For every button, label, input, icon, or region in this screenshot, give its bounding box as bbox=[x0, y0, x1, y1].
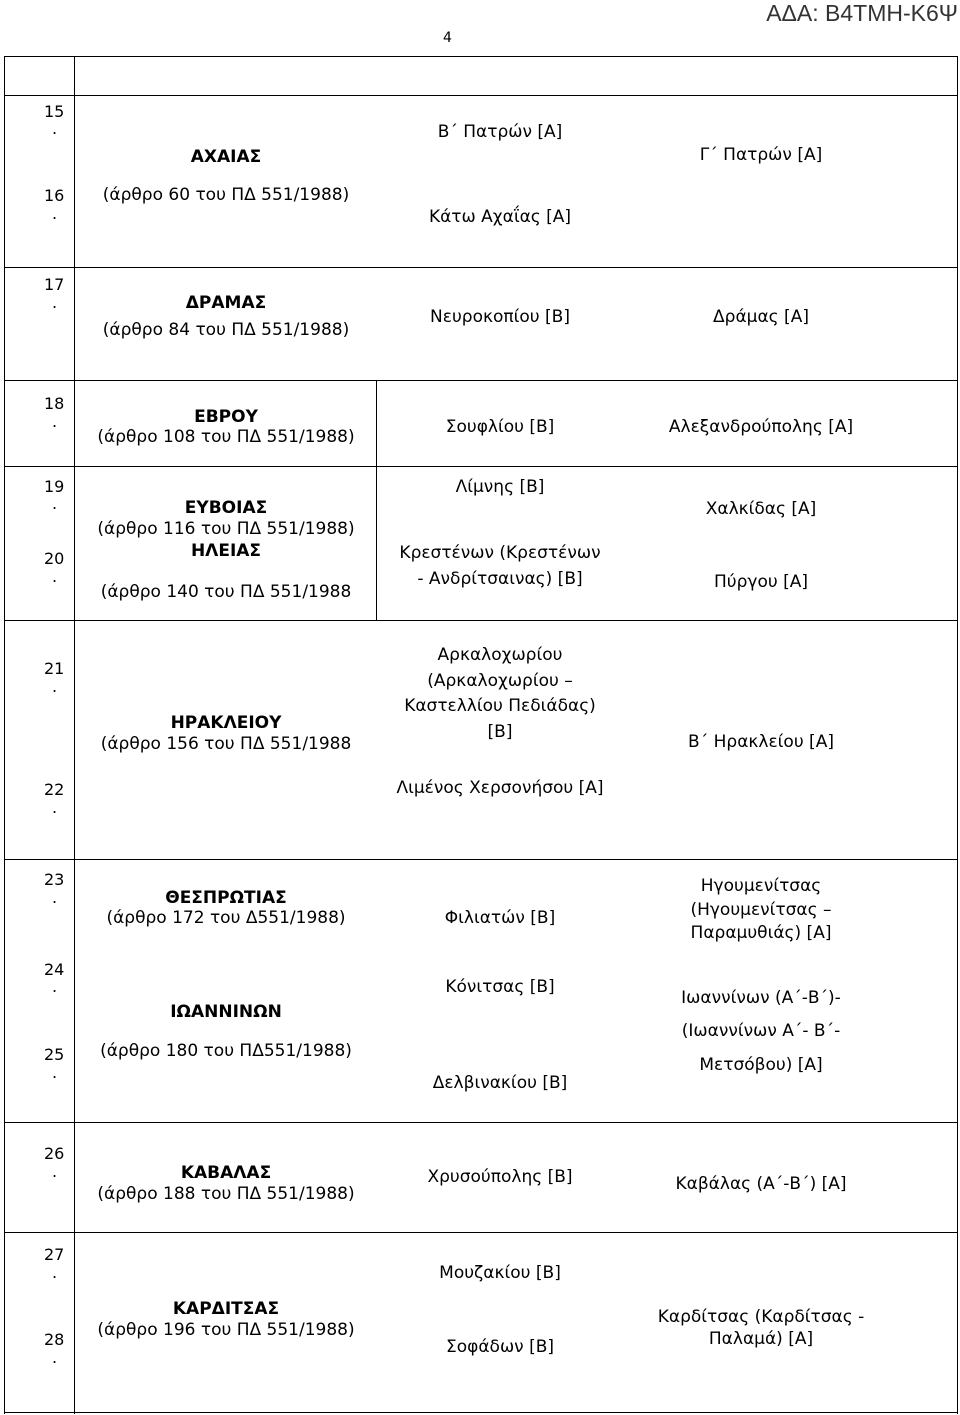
row-number-dot: . bbox=[52, 1162, 58, 1181]
court-cell: Λιμένος Χερσονήσου [Α] bbox=[396, 778, 604, 798]
target-court-cell: Παλαμά) [Α] bbox=[708, 1329, 814, 1349]
row-number-dot: . bbox=[52, 494, 58, 513]
prefecture-law: (άρθρο 60 του ΠΔ 551/1988) bbox=[102, 185, 350, 205]
column-divider bbox=[74, 56, 75, 1414]
prefecture-law: (άρθρο 116 του ΠΔ 551/1988) bbox=[97, 519, 355, 539]
target-court-cell: Αλεξανδρούπολης [Α] bbox=[668, 417, 854, 437]
row-number-dot: . bbox=[52, 677, 58, 696]
row-divider bbox=[4, 466, 957, 467]
prefecture-name: ΙΩΑΝΝΙΝΩΝ bbox=[170, 1002, 282, 1022]
column-divider bbox=[376, 380, 377, 620]
prefecture-name: ΚΑΒΑΛΑΣ bbox=[180, 1163, 272, 1183]
row-number: 16 bbox=[44, 186, 65, 205]
target-court-cell: Παραμυθιάς) [Α] bbox=[690, 923, 832, 943]
target-court-cell: Δράμας [Α] bbox=[713, 307, 809, 327]
row-number: 21 bbox=[44, 659, 65, 678]
row-number: 22 bbox=[44, 780, 65, 799]
row-number-dot: . bbox=[52, 293, 58, 312]
row-divider bbox=[4, 56, 957, 57]
target-court-cell: Καβάλας (Α΄-Β΄) [Α] bbox=[675, 1174, 847, 1194]
prefecture-name: ΑΧΑΙΑΣ bbox=[190, 147, 262, 167]
ada-code: ΑΔΑ: Β4ΤΜΗ-Κ6Ψ bbox=[766, 0, 958, 26]
court-cell: Β΄ Πατρών [Α] bbox=[437, 122, 563, 142]
row-number-dot: . bbox=[52, 1348, 58, 1367]
row-number-dot: . bbox=[52, 1263, 58, 1282]
row-divider bbox=[4, 1122, 957, 1123]
prefecture-name: ΕΥΒΟΙΑΣ bbox=[184, 498, 268, 518]
target-court-cell: (Ηγουμενίτσας – bbox=[690, 900, 832, 920]
prefecture-law: (άρθρο 188 του ΠΔ 551/1988) bbox=[97, 1184, 355, 1204]
court-cell: Κάτω Αχαΐας [Α] bbox=[428, 207, 572, 227]
row-number: 26 bbox=[44, 1144, 65, 1163]
row-number-dot: . bbox=[52, 977, 58, 996]
target-court-cell: Β΄ Ηρακλείου [Α] bbox=[688, 732, 834, 752]
prefecture-name: ΕΒΡΟΥ bbox=[194, 407, 258, 427]
target-court-cell: Μετσόβου) [Α] bbox=[699, 1055, 823, 1075]
target-court-cell: Χαλκίδας [Α] bbox=[705, 499, 817, 519]
table-border-left bbox=[4, 56, 5, 1414]
court-cell: (Αρκαλοχωρίου – bbox=[427, 671, 573, 691]
court-cell: Μουζακίου [Β] bbox=[439, 1263, 561, 1283]
prefecture-law: (άρθρο 84 του ΠΔ 551/1988) bbox=[102, 320, 350, 340]
prefecture-name: ΚΑΡΔΙΤΣΑΣ bbox=[172, 1299, 280, 1319]
target-court-cell: Πύργου [Α] bbox=[713, 572, 809, 592]
court-cell: Χρυσούπολης [Β] bbox=[427, 1167, 573, 1187]
row-divider bbox=[4, 1412, 957, 1413]
row-divider bbox=[4, 95, 957, 96]
court-cell: Καστελλίου Πεδιάδας) bbox=[404, 696, 596, 716]
prefecture-name: ΗΛΕΙΑΣ bbox=[190, 541, 262, 561]
court-cell: Κρεστένων (Κρεστένων bbox=[399, 543, 601, 563]
row-number: 25 bbox=[44, 1045, 65, 1064]
row-divider bbox=[4, 380, 957, 381]
row-number: 20 bbox=[44, 549, 65, 568]
court-cell: Δελβινακίου [Β] bbox=[432, 1073, 568, 1093]
court-cell: Φιλιατών [Β] bbox=[444, 908, 556, 928]
row-divider bbox=[4, 267, 957, 268]
row-number: 23 bbox=[44, 870, 65, 889]
row-number-dot: . bbox=[52, 1063, 58, 1082]
row-number: 27 bbox=[44, 1245, 65, 1264]
target-court-cell: Καρδίτσας (Καρδίτσας - bbox=[657, 1307, 865, 1327]
target-court-cell: Γ΄ Πατρών [Α] bbox=[699, 145, 823, 165]
row-number: 18 bbox=[44, 394, 65, 413]
court-cell: Λίμνης [Β] bbox=[455, 477, 545, 497]
row-number-dot: . bbox=[52, 204, 58, 223]
row-divider bbox=[4, 1232, 957, 1233]
row-number: 28 bbox=[44, 1330, 65, 1349]
prefecture-law: (άρθρο 196 του ΠΔ 551/1988) bbox=[97, 1320, 355, 1340]
row-divider bbox=[4, 620, 957, 621]
prefecture-name: ΔΡΑΜΑΣ bbox=[185, 293, 267, 313]
row-number: 17 bbox=[44, 275, 65, 294]
row-number-dot: . bbox=[52, 567, 58, 586]
court-cell: Νευροκοπίου [Β] bbox=[430, 307, 570, 327]
prefecture-law: (άρθρο 172 του Δ551/1988) bbox=[106, 908, 346, 928]
row-number-dot: . bbox=[52, 412, 58, 431]
target-court-cell: Ηγουμενίτσας bbox=[700, 876, 822, 896]
row-number-dot: . bbox=[52, 119, 58, 138]
row-number: 24 bbox=[44, 960, 65, 979]
row-divider bbox=[4, 859, 957, 860]
table-border-right bbox=[957, 56, 958, 1414]
court-cell: Κόνιτσας [Β] bbox=[445, 977, 555, 997]
target-court-cell: (Ιωαννίνων Α΄- Β΄- bbox=[681, 1021, 841, 1041]
court-cell: Σουφλίου [Β] bbox=[445, 417, 555, 437]
court-cell: Αρκαλοχωρίου bbox=[437, 645, 563, 665]
target-court-cell: Ιωαννίνων (Α΄-Β΄)- bbox=[681, 988, 841, 1008]
prefecture-law: (άρθρο 180 του ΠΔ551/1988) bbox=[100, 1041, 352, 1061]
prefecture-law: (άρθρο 156 του ΠΔ 551/1988 bbox=[100, 734, 352, 754]
court-cell: Σοφάδων [Β] bbox=[445, 1337, 555, 1357]
page-number: 4 bbox=[443, 30, 452, 46]
row-number: 19 bbox=[44, 477, 65, 496]
row-number-dot: . bbox=[52, 888, 58, 907]
prefecture-name: ΘΕΣΠΡΩΤΙΑΣ bbox=[165, 888, 287, 908]
prefecture-law: (άρθρο 108 του ΠΔ 551/1988) bbox=[97, 427, 355, 447]
prefecture-name: ΗΡΑΚΛΕΙΟΥ bbox=[170, 713, 282, 733]
court-cell: - Ανδρίτσαινας) [Β] bbox=[417, 569, 583, 589]
court-cell: [Β] bbox=[487, 722, 513, 742]
row-number-dot: . bbox=[52, 798, 58, 817]
prefecture-law: (άρθρο 140 του ΠΔ 551/1988 bbox=[100, 582, 352, 602]
row-number: 15 bbox=[44, 102, 65, 121]
